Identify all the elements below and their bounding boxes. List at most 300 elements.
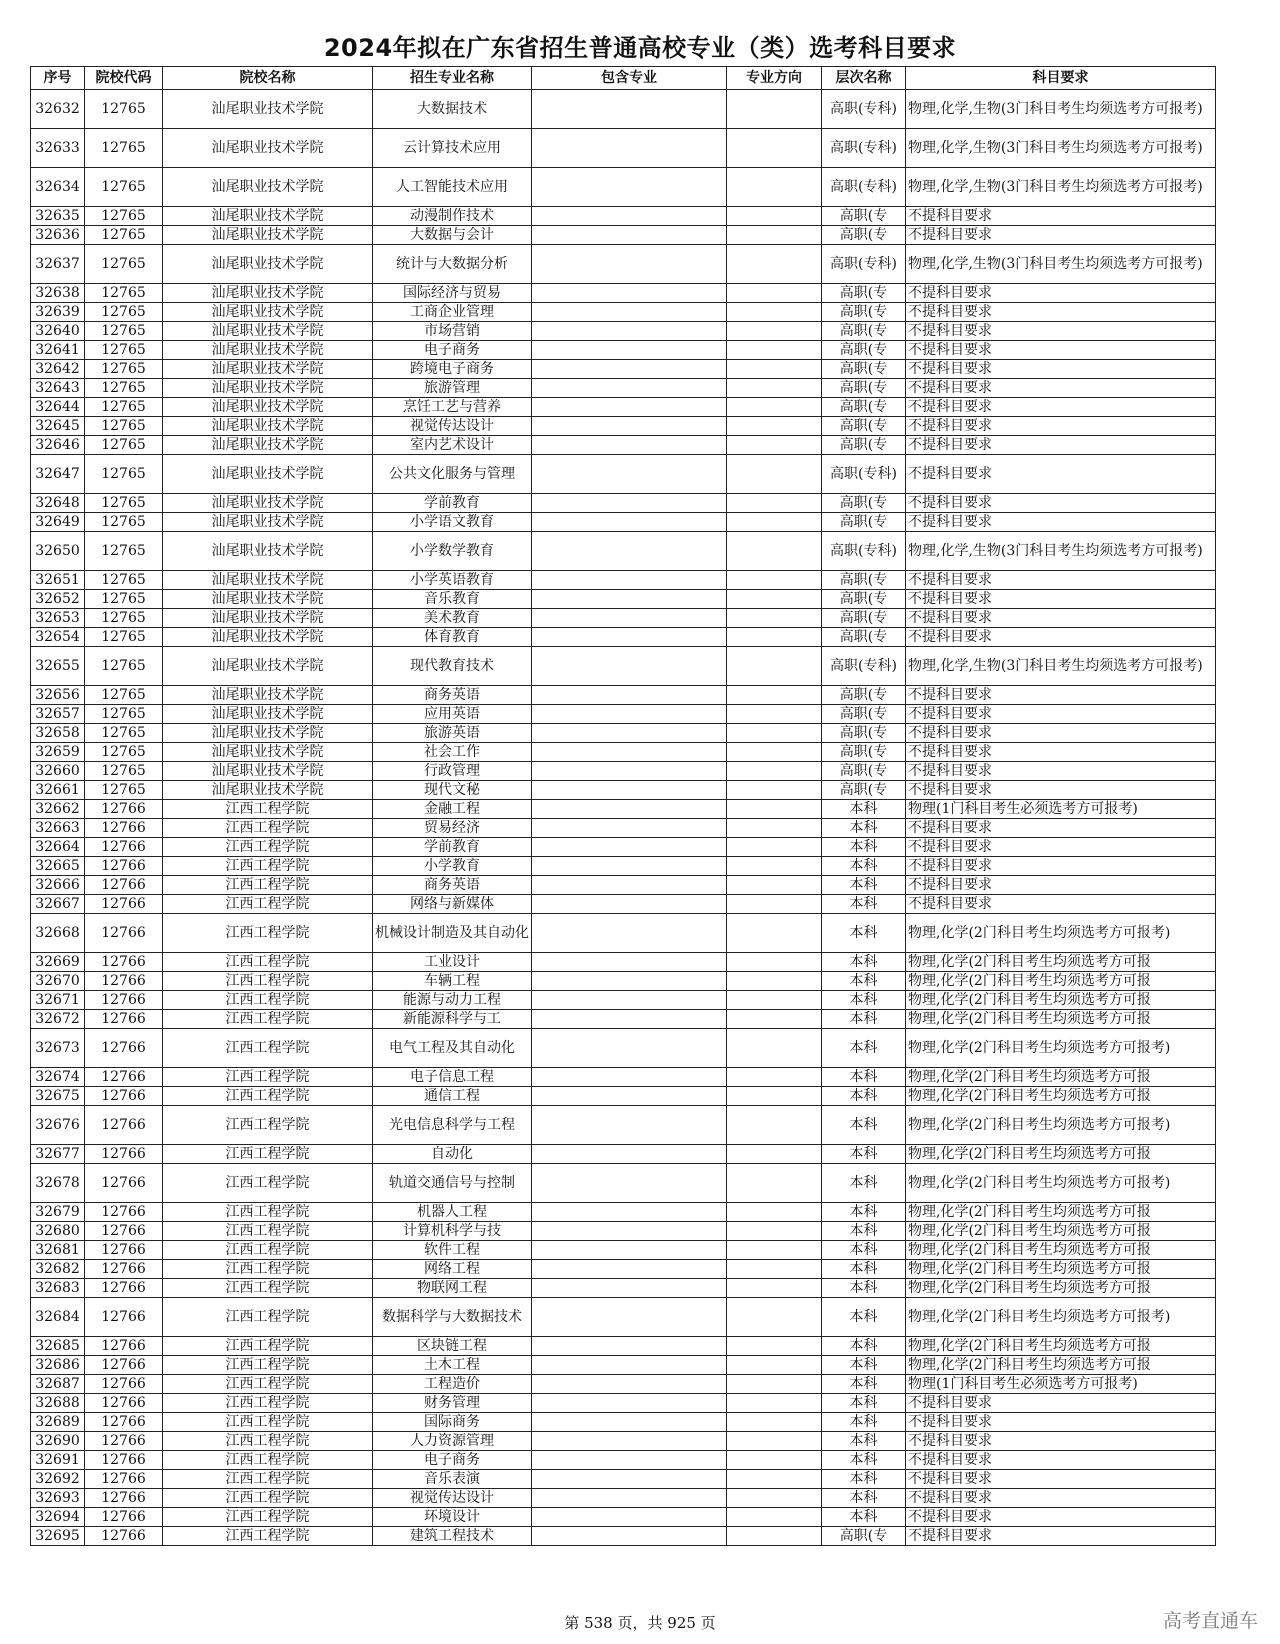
cell-school-code: 12765 — [85, 245, 163, 284]
cell-school-name: 汕尾职业技术学院 — [163, 436, 373, 455]
table-row — [31, 609, 1216, 628]
cell-major-name: 旅游英语 — [373, 724, 532, 743]
table-row — [31, 417, 1216, 436]
table-row — [31, 303, 1216, 322]
cell-major-name: 环境设计 — [373, 1508, 532, 1527]
table-row — [31, 322, 1216, 341]
cell-major-name: 自动化 — [373, 1145, 532, 1164]
cell-school-code: 12766 — [85, 1260, 163, 1279]
cell-major-name: 国际商务 — [373, 1413, 532, 1432]
cell-school-code: 12766 — [85, 1489, 163, 1508]
cell-level: 本科 — [822, 857, 906, 876]
cell-school-name: 江西工程学院 — [163, 1356, 373, 1375]
cell-school-name: 江西工程学院 — [163, 991, 373, 1010]
cell-included-majors — [532, 1375, 727, 1394]
table-row — [31, 245, 1216, 284]
cell-included-majors — [532, 417, 727, 436]
cell-school-name: 江西工程学院 — [163, 914, 373, 953]
cell-school-name: 江西工程学院 — [163, 1527, 373, 1546]
cell-major-direction — [727, 1298, 822, 1337]
table-row — [31, 1451, 1216, 1470]
cell-school-code: 12766 — [85, 1394, 163, 1413]
cell-included-majors — [532, 1010, 727, 1029]
cell-subject-requirement: 不提科目要求 — [906, 895, 1216, 914]
cell-level: 高职(专科) — [822, 532, 906, 571]
cell-major-direction — [727, 436, 822, 455]
cell-seq: 32679 — [31, 1203, 85, 1222]
cell-major-name: 贸易经济 — [373, 819, 532, 838]
cell-seq: 32650 — [31, 532, 85, 571]
cell-level: 本科 — [822, 1337, 906, 1356]
cell-included-majors — [532, 1451, 727, 1470]
cell-included-majors — [532, 1413, 727, 1432]
cell-major-direction — [727, 590, 822, 609]
cell-subject-requirement: 物理,化学(2门科目考生均须选考方可报 — [906, 1241, 1216, 1260]
cell-school-name: 江西工程学院 — [163, 953, 373, 972]
cell-major-direction — [727, 1375, 822, 1394]
table-row — [31, 1106, 1216, 1145]
cell-major-name: 轨道交通信号与控制 — [373, 1164, 532, 1203]
cell-seq: 32666 — [31, 876, 85, 895]
cell-included-majors — [532, 781, 727, 800]
table-row — [31, 1164, 1216, 1203]
cell-seq: 32643 — [31, 379, 85, 398]
cell-school-code: 12765 — [85, 207, 163, 226]
cell-major-name: 车辆工程 — [373, 972, 532, 991]
cell-subject-requirement: 不提科目要求 — [906, 724, 1216, 743]
cell-level: 高职(专 — [822, 762, 906, 781]
cell-major-name: 小学教育 — [373, 857, 532, 876]
cell-seq: 32675 — [31, 1087, 85, 1106]
cell-major-direction — [727, 245, 822, 284]
cell-level: 高职(专 — [822, 781, 906, 800]
table-row — [31, 628, 1216, 647]
cell-school-name: 江西工程学院 — [163, 1298, 373, 1337]
cell-included-majors — [532, 705, 727, 724]
header-school-code: 院校代码 — [85, 67, 163, 90]
cell-school-code: 12765 — [85, 743, 163, 762]
cell-subject-requirement: 不提科目要求 — [906, 398, 1216, 417]
cell-included-majors — [532, 226, 727, 245]
cell-level: 高职(专 — [822, 417, 906, 436]
cell-major-direction — [727, 1527, 822, 1546]
cell-major-name: 学前教育 — [373, 494, 532, 513]
header-level: 层次名称 — [822, 67, 906, 90]
watermark-text: 高考直通车 — [1162, 1610, 1258, 1632]
cell-level: 高职(专科) — [822, 245, 906, 284]
table-row — [31, 129, 1216, 168]
cell-school-code: 12765 — [85, 590, 163, 609]
cell-seq: 32662 — [31, 800, 85, 819]
cell-level: 本科 — [822, 1106, 906, 1145]
cell-major-name: 现代文秘 — [373, 781, 532, 800]
cell-subject-requirement: 物理,化学(2门科目考生均须选考方可报 — [906, 953, 1216, 972]
table-row — [31, 705, 1216, 724]
cell-major-name: 数据科学与大数据技术 — [373, 1298, 532, 1337]
cell-level: 高职(专 — [822, 628, 906, 647]
cell-subject-requirement: 物理,化学,生物(3门科目考生均须选考方可报考) — [906, 129, 1216, 168]
cell-included-majors — [532, 571, 727, 590]
cell-seq: 32669 — [31, 953, 85, 972]
cell-seq: 32670 — [31, 972, 85, 991]
cell-seq: 32649 — [31, 513, 85, 532]
cell-school-code: 12766 — [85, 1356, 163, 1375]
cell-included-majors — [532, 628, 727, 647]
cell-school-name: 江西工程学院 — [163, 895, 373, 914]
cell-seq: 32680 — [31, 1222, 85, 1241]
cell-major-name: 人力资源管理 — [373, 1432, 532, 1451]
cell-subject-requirement: 不提科目要求 — [906, 781, 1216, 800]
cell-school-code: 12765 — [85, 90, 163, 129]
cell-major-name: 电子商务 — [373, 341, 532, 360]
cell-major-name: 小学数学教育 — [373, 532, 532, 571]
cell-school-name: 汕尾职业技术学院 — [163, 532, 373, 571]
table-row — [31, 1432, 1216, 1451]
cell-school-code: 12766 — [85, 1413, 163, 1432]
cell-included-majors — [532, 1068, 727, 1087]
cell-school-code: 12766 — [85, 1203, 163, 1222]
cell-included-majors — [532, 494, 727, 513]
cell-school-name: 汕尾职业技术学院 — [163, 129, 373, 168]
cell-school-name: 江西工程学院 — [163, 1432, 373, 1451]
cell-level: 高职(专 — [822, 379, 906, 398]
cell-school-name: 汕尾职业技术学院 — [163, 360, 373, 379]
cell-level: 本科 — [822, 895, 906, 914]
cell-level: 本科 — [822, 1241, 906, 1260]
cell-major-name: 市场营销 — [373, 322, 532, 341]
cell-subject-requirement: 物理,化学(2门科目考生均须选考方可报考) — [906, 1164, 1216, 1203]
cell-level: 高职(专 — [822, 743, 906, 762]
cell-subject-requirement: 不提科目要求 — [906, 876, 1216, 895]
cell-major-name: 财务管理 — [373, 1394, 532, 1413]
cell-included-majors — [532, 455, 727, 494]
cell-major-direction — [727, 800, 822, 819]
cell-included-majors — [532, 341, 727, 360]
table-row — [31, 1222, 1216, 1241]
table-row — [31, 1394, 1216, 1413]
cell-major-direction — [727, 743, 822, 762]
table-row — [31, 1337, 1216, 1356]
cell-school-name: 江西工程学院 — [163, 1508, 373, 1527]
table-row — [31, 1279, 1216, 1298]
cell-major-direction — [727, 647, 822, 686]
table-row — [31, 1260, 1216, 1279]
cell-level: 高职(专 — [822, 590, 906, 609]
cell-major-direction — [727, 1164, 822, 1203]
table-row — [31, 857, 1216, 876]
cell-level: 本科 — [822, 1298, 906, 1337]
cell-included-majors — [532, 532, 727, 571]
cell-major-direction — [727, 322, 822, 341]
cell-major-direction — [727, 914, 822, 953]
cell-school-name: 江西工程学院 — [163, 1068, 373, 1087]
cell-seq: 32672 — [31, 1010, 85, 1029]
cell-subject-requirement: 物理,化学(2门科目考生均须选考方可报 — [906, 1203, 1216, 1222]
cell-major-direction — [727, 1222, 822, 1241]
cell-major-name: 网络工程 — [373, 1260, 532, 1279]
cell-included-majors — [532, 1106, 727, 1145]
table-row — [31, 226, 1216, 245]
cell-school-code: 12765 — [85, 398, 163, 417]
cell-major-name: 动漫制作技术 — [373, 207, 532, 226]
cell-major-name: 工业设计 — [373, 953, 532, 972]
table-row — [31, 895, 1216, 914]
table-row — [31, 436, 1216, 455]
cell-level: 本科 — [822, 1260, 906, 1279]
cell-major-name: 工商企业管理 — [373, 303, 532, 322]
cell-school-name: 江西工程学院 — [163, 1029, 373, 1068]
cell-level: 高职(专科) — [822, 90, 906, 129]
cell-subject-requirement: 不提科目要求 — [906, 303, 1216, 322]
cell-level: 本科 — [822, 1432, 906, 1451]
cell-level: 本科 — [822, 1068, 906, 1087]
cell-seq: 32633 — [31, 129, 85, 168]
table-row — [31, 1010, 1216, 1029]
cell-subject-requirement: 物理,化学(2门科目考生均须选考方可报考) — [906, 1029, 1216, 1068]
cell-school-name: 汕尾职业技术学院 — [163, 168, 373, 207]
cell-level: 本科 — [822, 876, 906, 895]
cell-level: 高职(专 — [822, 341, 906, 360]
cell-level: 高职(专 — [822, 724, 906, 743]
cell-major-direction — [727, 532, 822, 571]
cell-seq: 32692 — [31, 1470, 85, 1489]
cell-school-name: 汕尾职业技术学院 — [163, 571, 373, 590]
cell-included-majors — [532, 398, 727, 417]
cell-level: 本科 — [822, 838, 906, 857]
cell-subject-requirement: 物理,化学(2门科目考生均须选考方可报 — [906, 1279, 1216, 1298]
cell-school-name: 汕尾职业技术学院 — [163, 494, 373, 513]
cell-major-name: 烹饪工艺与营养 — [373, 398, 532, 417]
table-row — [31, 1145, 1216, 1164]
cell-major-name: 社会工作 — [373, 743, 532, 762]
cell-school-name: 汕尾职业技术学院 — [163, 724, 373, 743]
header-school-name: 院校名称 — [163, 67, 373, 90]
cell-school-code: 12766 — [85, 1106, 163, 1145]
cell-school-name: 江西工程学院 — [163, 1145, 373, 1164]
cell-subject-requirement: 不提科目要求 — [906, 1489, 1216, 1508]
cell-school-code: 12765 — [85, 762, 163, 781]
cell-school-code: 12766 — [85, 1527, 163, 1546]
cell-major-name: 计算机科学与技 — [373, 1222, 532, 1241]
cell-major-direction — [727, 781, 822, 800]
table-row — [31, 1489, 1216, 1508]
cell-major-direction — [727, 1413, 822, 1432]
table-row — [31, 455, 1216, 494]
cell-major-name: 行政管理 — [373, 762, 532, 781]
cell-major-name: 电子商务 — [373, 1451, 532, 1470]
cell-subject-requirement: 不提科目要求 — [906, 417, 1216, 436]
cell-school-name: 汕尾职业技术学院 — [163, 417, 373, 436]
table-row — [31, 360, 1216, 379]
cell-level: 本科 — [822, 1413, 906, 1432]
cell-included-majors — [532, 436, 727, 455]
cell-major-direction — [727, 1394, 822, 1413]
cell-seq: 32678 — [31, 1164, 85, 1203]
cell-school-code: 12765 — [85, 781, 163, 800]
cell-school-code: 12765 — [85, 341, 163, 360]
cell-subject-requirement: 物理,化学(2门科目考生均须选考方可报考) — [906, 1106, 1216, 1145]
cell-seq: 32653 — [31, 609, 85, 628]
cell-seq: 32695 — [31, 1527, 85, 1546]
cell-level: 高职(专 — [822, 1527, 906, 1546]
cell-subject-requirement: 不提科目要求 — [906, 609, 1216, 628]
cell-major-direction — [727, 1241, 822, 1260]
cell-included-majors — [532, 800, 727, 819]
cell-major-direction — [727, 571, 822, 590]
cell-school-code: 12766 — [85, 1298, 163, 1337]
cell-subject-requirement: 不提科目要求 — [906, 686, 1216, 705]
cell-subject-requirement: 不提科目要求 — [906, 226, 1216, 245]
cell-subject-requirement: 物理,化学(2门科目考生均须选考方可报 — [906, 1068, 1216, 1087]
cell-major-direction — [727, 857, 822, 876]
cell-subject-requirement: 不提科目要求 — [906, 513, 1216, 532]
cell-subject-requirement: 不提科目要求 — [906, 838, 1216, 857]
cell-seq: 32665 — [31, 857, 85, 876]
cell-school-name: 汕尾职业技术学院 — [163, 609, 373, 628]
cell-school-code: 12766 — [85, 1029, 163, 1068]
cell-seq: 32691 — [31, 1451, 85, 1470]
cell-school-code: 12766 — [85, 991, 163, 1010]
cell-major-name: 学前教育 — [373, 838, 532, 857]
cell-major-name: 工程造价 — [373, 1375, 532, 1394]
cell-included-majors — [532, 1489, 727, 1508]
cell-school-name: 江西工程学院 — [163, 1489, 373, 1508]
cell-major-name: 小学语文教育 — [373, 513, 532, 532]
cell-school-code: 12765 — [85, 628, 163, 647]
cell-school-code: 12765 — [85, 494, 163, 513]
cell-level: 高职(专科) — [822, 455, 906, 494]
cell-school-name: 汕尾职业技术学院 — [163, 762, 373, 781]
cell-subject-requirement: 不提科目要求 — [906, 590, 1216, 609]
cell-subject-requirement: 物理,化学(2门科目考生均须选考方可报 — [906, 1337, 1216, 1356]
cell-school-name: 江西工程学院 — [163, 1203, 373, 1222]
header-subject-requirement: 科目要求 — [906, 67, 1216, 90]
cell-included-majors — [532, 991, 727, 1010]
cell-included-majors — [532, 1029, 727, 1068]
cell-school-name: 江西工程学院 — [163, 1106, 373, 1145]
cell-subject-requirement: 不提科目要求 — [906, 341, 1216, 360]
cell-subject-requirement: 不提科目要求 — [906, 455, 1216, 494]
cell-school-name: 江西工程学院 — [163, 1470, 373, 1489]
cell-included-majors — [532, 762, 727, 781]
table-row — [31, 876, 1216, 895]
cell-school-code: 12765 — [85, 705, 163, 724]
cell-school-code: 12766 — [85, 953, 163, 972]
cell-seq: 32656 — [31, 686, 85, 705]
cell-major-name: 公共文化服务与管理 — [373, 455, 532, 494]
cell-major-name: 软件工程 — [373, 1241, 532, 1260]
cell-seq: 32682 — [31, 1260, 85, 1279]
cell-level: 高职(专 — [822, 207, 906, 226]
cell-level: 本科 — [822, 1375, 906, 1394]
cell-included-majors — [532, 1527, 727, 1546]
cell-major-name: 美术教育 — [373, 609, 532, 628]
cell-seq: 32655 — [31, 647, 85, 686]
cell-subject-requirement: 不提科目要求 — [906, 207, 1216, 226]
cell-subject-requirement: 不提科目要求 — [906, 1413, 1216, 1432]
cell-seq: 32638 — [31, 284, 85, 303]
cell-school-name: 汕尾职业技术学院 — [163, 743, 373, 762]
cell-seq: 32654 — [31, 628, 85, 647]
table-row — [31, 1356, 1216, 1375]
cell-school-code: 12765 — [85, 303, 163, 322]
cell-level: 高职(专科) — [822, 168, 906, 207]
cell-level: 本科 — [822, 1203, 906, 1222]
cell-major-direction — [727, 1068, 822, 1087]
cell-school-name: 江西工程学院 — [163, 1394, 373, 1413]
cell-seq: 32659 — [31, 743, 85, 762]
cell-included-majors — [532, 168, 727, 207]
cell-school-name: 汕尾职业技术学院 — [163, 284, 373, 303]
cell-subject-requirement: 物理(1门科目考生必须选考方可报考) — [906, 1375, 1216, 1394]
cell-seq: 32693 — [31, 1489, 85, 1508]
cell-included-majors — [532, 1394, 727, 1413]
cell-level: 本科 — [822, 1356, 906, 1375]
cell-major-direction — [727, 895, 822, 914]
cell-school-name: 汕尾职业技术学院 — [163, 303, 373, 322]
cell-school-code: 12766 — [85, 1451, 163, 1470]
cell-school-name: 江西工程学院 — [163, 1087, 373, 1106]
header-seq: 序号 — [31, 67, 85, 90]
cell-included-majors — [532, 207, 727, 226]
cell-school-code: 12766 — [85, 1010, 163, 1029]
cell-subject-requirement: 不提科目要求 — [906, 1451, 1216, 1470]
cell-seq: 32685 — [31, 1337, 85, 1356]
cell-major-direction — [727, 398, 822, 417]
table-row — [31, 341, 1216, 360]
cell-seq: 32637 — [31, 245, 85, 284]
table-row — [31, 284, 1216, 303]
cell-school-name: 江西工程学院 — [163, 1260, 373, 1279]
cell-level: 本科 — [822, 1489, 906, 1508]
cell-major-direction — [727, 1356, 822, 1375]
cell-major-direction — [727, 494, 822, 513]
cell-included-majors — [532, 857, 727, 876]
cell-subject-requirement: 物理,化学(2门科目考生均须选考方可报 — [906, 1145, 1216, 1164]
table-row — [31, 1527, 1216, 1546]
cell-school-code: 12766 — [85, 1337, 163, 1356]
cell-level: 本科 — [822, 1029, 906, 1068]
cell-school-name: 江西工程学院 — [163, 800, 373, 819]
cell-subject-requirement: 物理,化学(2门科目考生均须选考方可报考) — [906, 1298, 1216, 1337]
cell-level: 本科 — [822, 800, 906, 819]
cell-subject-requirement: 物理,化学(2门科目考生均须选考方可报 — [906, 991, 1216, 1010]
cell-school-name: 江西工程学院 — [163, 1451, 373, 1470]
cell-seq: 32651 — [31, 571, 85, 590]
cell-subject-requirement: 物理,化学,生物(3门科目考生均须选考方可报考) — [906, 90, 1216, 129]
cell-subject-requirement: 不提科目要求 — [906, 284, 1216, 303]
table-row — [31, 1029, 1216, 1068]
cell-included-majors — [532, 838, 727, 857]
cell-level: 高职(专 — [822, 571, 906, 590]
cell-included-majors — [532, 303, 727, 322]
table-row — [31, 972, 1216, 991]
table-row — [31, 953, 1216, 972]
table-row — [31, 1470, 1216, 1489]
cell-level: 高职(专 — [822, 284, 906, 303]
cell-subject-requirement: 不提科目要求 — [906, 762, 1216, 781]
cell-level: 高职(专 — [822, 609, 906, 628]
cell-school-name: 汕尾职业技术学院 — [163, 647, 373, 686]
cell-school-code: 12765 — [85, 532, 163, 571]
cell-school-name: 江西工程学院 — [163, 1337, 373, 1356]
cell-level: 高职(专 — [822, 226, 906, 245]
cell-school-code: 12765 — [85, 360, 163, 379]
cell-school-code: 12766 — [85, 1087, 163, 1106]
cell-level: 高职(专 — [822, 705, 906, 724]
cell-school-name: 江西工程学院 — [163, 857, 373, 876]
cell-major-name: 土木工程 — [373, 1356, 532, 1375]
